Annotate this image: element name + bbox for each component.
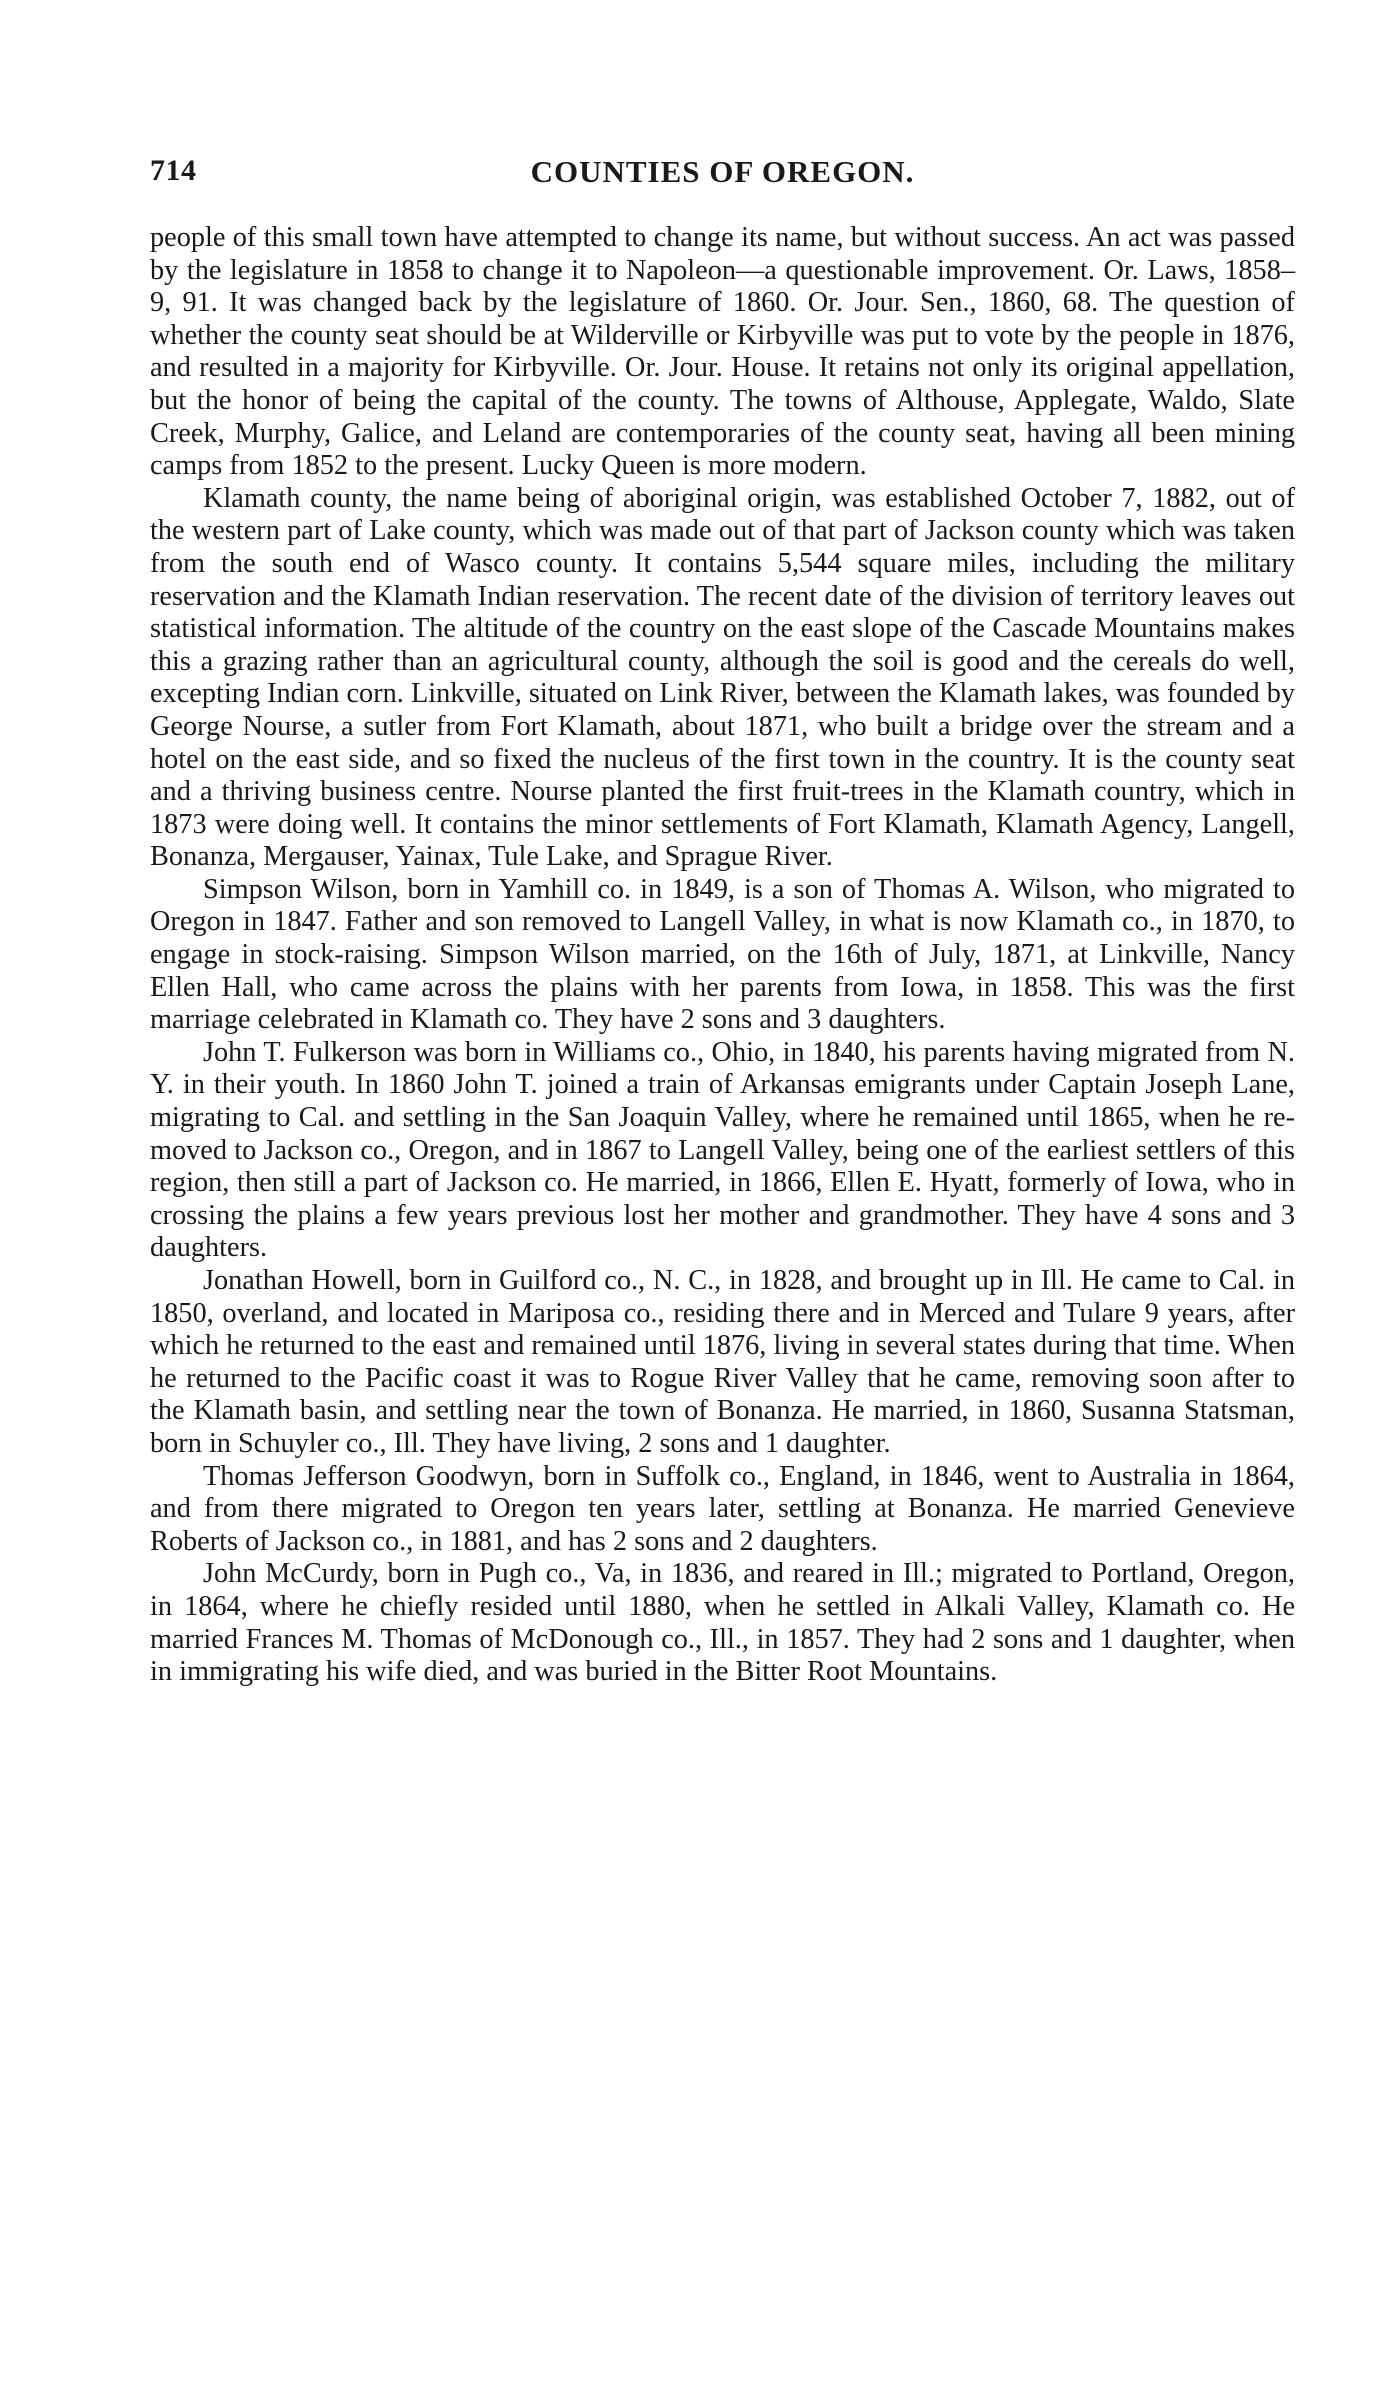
paragraph-jonathan-howell: Jonathan Howell, born in Guilford co., N. C., in 1828, and brought up in Ill. He came to Cal. in 1850, overland, and located in Mariposa co., residing there and in Merced and Tulare 9 years, after which he returned to the east and remained until 1876, living in several states during that time. When he returned to the Pacific coast it was to Rogue River Valley that he came, removing soon after to the Klamath basin, and settling near the town of Bonanza. He married, in 1860, Susanna Statsman, born in Schuyler co., Ill. They have living, 2 sons and 1 daughter.	[150, 1265, 1295, 1459]
running-title: COUNTIES OF OREGON.	[530, 154, 915, 189]
paragraph-josephine-continuation: people of this small town have attempted to change its name, but without success. An act was passed by the legislature in 1858 to change it to Napoleon—a questionable improvement. Or. Laws, 1858–9, 91. It was changed back by the legislature of 1860. Or. Jour. Sen., 1860, 68. The question of whether the county seat should be at Wilderville or Kirbyville was put to vote by the people in 1876, and resulted in a majority for Kirbyville. Or. Jour. House. It retains not only its original appellation, but the honor of being the capital of the county. The towns of Althouse, Applegate, Waldo, Slate Creek, Murphy, Galice, and Leland are contemporaries of the county seat, having all been mining camps from 1852 to the present. Lucky Queen is more modern.	[150, 222, 1295, 482]
text-body	[150, 222, 1295, 1689]
paragraph-simpson-wilson: Simpson Wilson, born in Yamhill co. in 1849, is a son of Thomas A. Wilson, who migrated to Oregon in 1847. Father and son removed to Langell Valley, in what is now Klamath co., in 1870, to engage in stock-raising. Simpson Wilson married, on the 16th of July, 1871, at Linkville, Nancy Ellen Hall, who came across the plains with her parents from Iowa, in 1858. This was the first marriage celebrated in Klamath co. They have 2 sons and 3 daughters.	[150, 873, 1295, 1036]
running-header	[150, 148, 1295, 196]
page-number: 714	[150, 154, 197, 187]
paragraph-john-mccurdy: John McCurdy, born in Pugh co., Va, in 1836, and reared in Ill.; migrated to Portland, Oregon, in 1864, where he chiefly resided until 1880, when he settled in Alkali Valley, Klamath co. He married Frances M. Thomas of McDonough co., Ill., in 1857. They had 2 sons and 1 daughter, when in immigrating his wife died, and was buried in the Bitter Root Mountains.	[150, 1558, 1295, 1688]
paragraph-thomas-goodwyn: Thomas Jefferson Goodwyn, born in Suffolk co., England, in 1846, went to Australia in 1864, and from there migrated to Oregon ten years later, settling at Bonanza. He married Genevieve Roberts of Jackson co., in 1881, and has 2 sons and 2 daughters.	[150, 1460, 1295, 1557]
paragraph-john-fulkerson: John T. Fulkerson was born in Williams co., Ohio, in 1840, his parents having migrated from N. Y. in their youth. In 1860 John T. joined a train of Arkansas emigrants under Captain Joseph Lane, migrating to Cal. and settling in the San Joaquin Valley, where he remained until 1865, when he removed to Jackson co., Oregon, and in 1867 to Langell Valley, being one of the earliest settlers of this region, then still a part of Jackson co. He married, in 1866, Ellen E. Hyatt, formerly of Iowa, who in crossing the plains a few years previous lost her mother and grandmother. They have 4 sons and 3 daughters.	[150, 1036, 1295, 1264]
document-page	[150, 148, 1295, 1689]
paragraph-klamath-county: Klamath county, the name being of aboriginal origin, was established October 7, 1882, out of the western part of Lake county, which was made out of that part of Jackson county which was taken from the south end of Wasco county. It contains 5,544 square miles, including the military reservation and the Klamath Indian reservation. The recent date of the division of territory leaves out statistical information. The altitude of the country on the east slope of the Cascade Mountains makes this a grazing rather than an agricultural county, although the soil is good and the cereals do well, excepting Indian corn. Linkville, situated on Link River, between the Klamath lakes, was founded by George Nourse, a sutler from Fort Klamath, about 1871, who built a bridge over the stream and a hotel on the east side, and so fixed the nucleus of the first town in the country. It is the county seat and a thriving business centre. Nourse planted the first fruit-trees in the Klamath country, which in 1873 were doing well. It contains the minor settlements of Fort Klamath, Klamath Agency, Langell, Bonanza, Mergauser, Yainax, Tule Lake, and Sprague River.	[150, 482, 1295, 873]
